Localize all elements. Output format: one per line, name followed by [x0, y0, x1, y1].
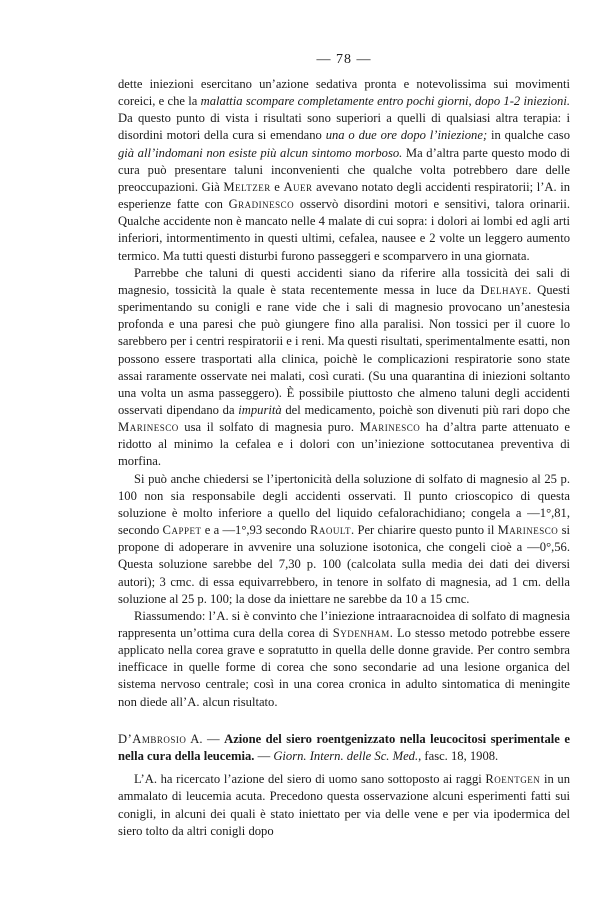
text-run: Si può anche chiedersi se l’ipertonicità della soluzione di solfato di magnesio al 25 p. 100 non sia responsabile degli accidenti osservati. Il punto crioscopico di questa soluzione è molto inferiore a quello del liquido cefalorachidiano; congela a —1°,81, secondo — [118, 471, 570, 538]
reference-heading — [118, 731, 570, 765]
emphasis-text: una o due ore dopo l’iniezione; — [325, 128, 488, 143]
author-name: Gradinesco — [228, 197, 295, 212]
emphasis-text: malattia scompare completamente entro pochi giorni, dopo 1-2 iniezioni. — [200, 94, 570, 109]
author-name: Delhaye — [480, 282, 529, 297]
paragraph — [118, 265, 570, 471]
text-run: del medicamento, poichè son divenuti più rari dopo che — [281, 402, 570, 417]
text-run: L’A. ha ricercato l’azione del siero di uomo sano sottoposto ai raggi — [134, 772, 486, 787]
author-name: Marinesco — [118, 420, 179, 435]
article-2 — [118, 731, 570, 840]
author-name: Sydenham — [332, 626, 390, 640]
page-number: — 78 — — [316, 52, 372, 67]
author-name: Marinesco — [497, 523, 559, 538]
text-run: si propone di adoperare in avvenire una soluzione isotonica, che congeli cioè a —0°,56. Questa soluzione sarebbe del 7,30 p. 100 (calcolata sulla media dei dati dei diversi autori); 3 cmc. di essa equivarrebbero, in tenore in solfato di magnesia, ad 1 cm. della soluzione al 25 p. 100; la dose da iniettare ne sarebbe da 10 a 15 cmc. — [118, 523, 570, 606]
text-run: dette iniezioni esercitano un’azione sedativa pronta e notevolissima sui movimenti coreici, e che la — [118, 77, 570, 109]
paragraph — [118, 471, 570, 608]
text-run: osservò disordini motori e sensitivi, talora orinarii. Qualche accidente non è mancato nelle 4 malate di cui sopra: i dolori ai lombi ed agli arti inferiori, intormentimento in questi ultimi, cefalea, nausee e 2 volte un leggero aumento termico. Ma tutti questi disturbi furono passeggeri e scomparvero in una giornata. — [118, 197, 571, 263]
text-run: . Per chiarire questo punto il — [351, 523, 498, 538]
paragraph — [118, 608, 570, 711]
text-run: in un ammalato di leucemia acuta. Precedono questa osservazione alcuni esperimenti fatti sui conigli, in alcuni dei quali è stato iniettato per via delle vene e per via ipodermica del siero tolto da altri conigli dopo — [118, 772, 570, 838]
text-run: Parrebbe che taluni di questi accidenti siano da riferire alla tossicità dei sali di magnesio, tossicità la quale è stata recentemente messa in luce da — [118, 265, 570, 297]
article-title: Azione del siero roentgenizzato nella leucocitosi sperimentale e nella cura della leucemia. — [118, 731, 570, 763]
text-run: in qualche caso — [487, 128, 570, 143]
text-run: e a —1°,93 secondo — [201, 523, 310, 538]
page — [118, 52, 570, 840]
text-run: e — [270, 179, 284, 194]
author-name: Cappet — [162, 523, 202, 538]
text-run: ha d’altra parte attenuato e ridotto al minimo la cefalea e i dolori con un’iniezione sottocutanea preventiva di morfina. — [118, 420, 570, 469]
text-run: Ma d’altra parte questo modo di cura può presentare taluni inconvenienti che qualche volta potrebbero dare delle preoccupazioni. Già — [118, 145, 570, 194]
paragraph — [118, 76, 570, 265]
text-run: Da questo punto di vista i risultati sono superiori a quelli di qualsiasi altra terapia: i disordini motori della cura si emendano — [118, 111, 570, 143]
text-run: avevano notato degli accidenti respiratorii; l’A. in esperienze fatte con — [118, 179, 570, 212]
emphasis-text: già all’indomani non esiste più alcun sintomo morboso. — [118, 145, 403, 160]
text-run: Riassumendo: l’A. si è convinto che l’iniezione intraaracnoidea di solfato di magnesia rappresenta un’ottima cura della corea di — [118, 608, 570, 640]
text-run: , fasc. 18, 1908. — [418, 748, 499, 763]
text-run: usa il solfato di magnesia puro. — [178, 420, 360, 435]
author-name: D’Ambrosio — [118, 731, 187, 746]
text-run: — — [254, 748, 274, 763]
paragraph — [118, 771, 570, 840]
text-run: . Lo stesso metodo potrebbe essere applicato nella corea grave e sopratutto in quella delle donne gravide. Per contro sembra inefficace in quelle forme di corea che sono secondarie ad una lesione organica del sistema nervoso centrale; così in una corea cronica in adulto sintomatica di meningite non diede all’A. alcun risultato. — [118, 626, 570, 709]
author-name: Auer — [283, 179, 313, 194]
emphasis-text: Giorn. Intern. delle Sc. Med. — [273, 748, 419, 763]
text-run: A. — — [186, 731, 225, 746]
author-name: Marinesco — [359, 420, 421, 435]
emphasis-text: impurità — [238, 402, 282, 417]
author-name: Roentgen — [485, 772, 541, 787]
author-name: Raoult — [309, 523, 352, 538]
article-1 — [118, 76, 570, 711]
author-name: Meltzer — [223, 179, 271, 194]
text-run: . Questi sperimentando su conigli e rane vide che i sali di magnesio provocano un’anestesia profonda e una paresi che può giungere fino alla paralisi. Non tossici per il cuore lo sarebbero per i centri respiratorii e i reni. Ma questi risultati, sperimentalmente esatti, non possono essere trasportati alla clinica, poichè le complicazioni respiratorie sono state assai raramente osservate nei malati, così curati. (Su una quarantina di iniezioni soltanto una volta un asma passeggero). È possibile piuttosto che almeno taluni degli accidenti osservati dipendano da — [118, 282, 570, 417]
